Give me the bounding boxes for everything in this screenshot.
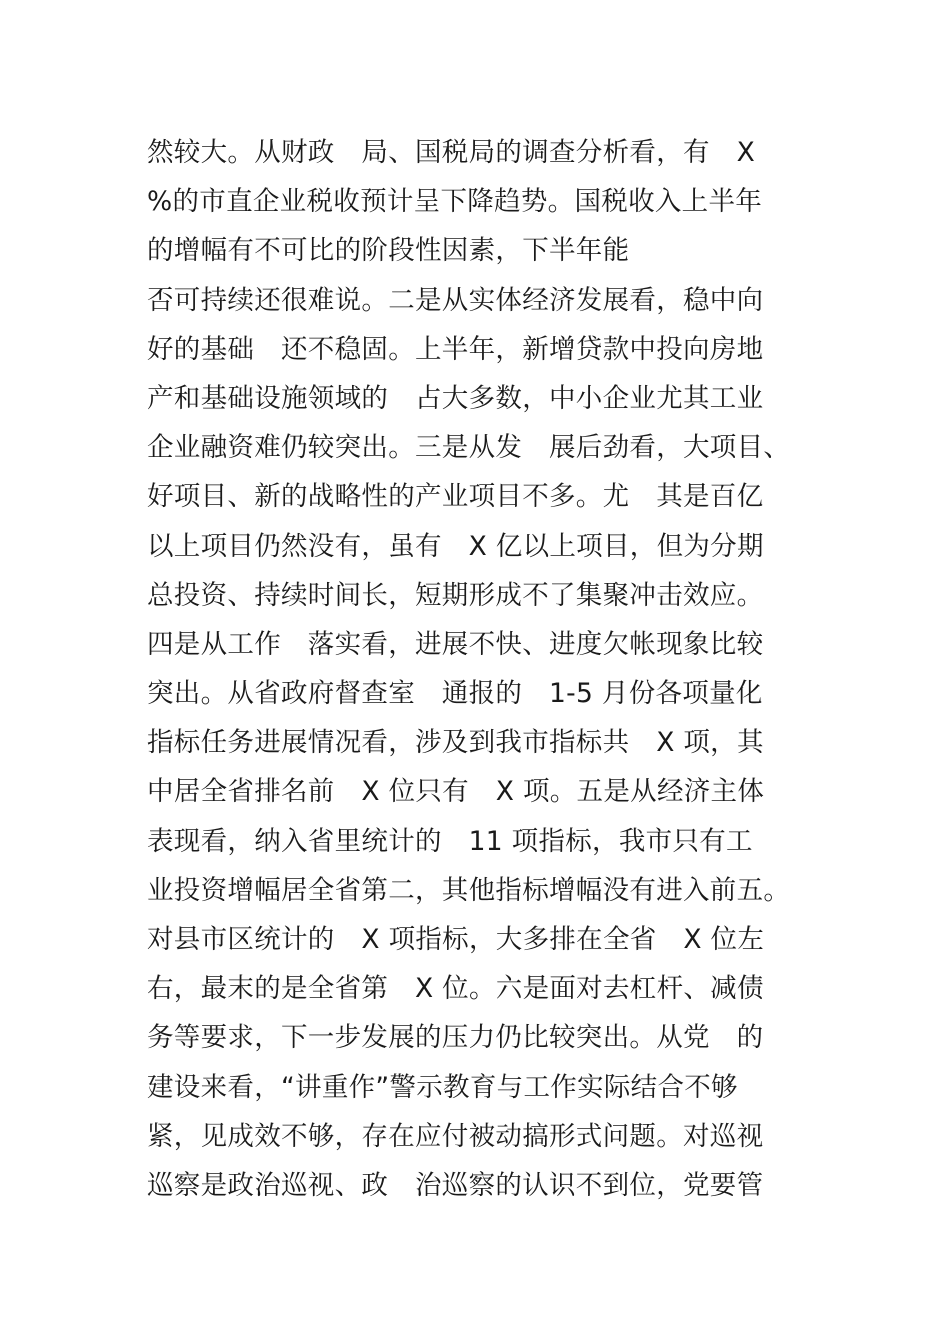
text-line-7: 企业融资难仍较突出。三是从发 展后劲看，大项目、 — [147, 432, 791, 464]
text-line-20: 建设来看，“讲重作”警示教育与工作实际结合不够 — [147, 1071, 738, 1103]
text-line-15: 表现看，纳入省里统计的 11 项指标，我市只有工 — [147, 825, 753, 857]
text-line-6: 产和基础设施领域的 占大多数，中小企业尤其工业 — [147, 382, 764, 414]
text-line-1: 然较大。从财政 局、国税局的调查分析看，有 X — [147, 137, 756, 168]
text-line-16: 业投资增幅居全省第二，其他指标增幅没有进入前五。 — [147, 874, 791, 906]
text-line-3: 的增幅有不可比的阶段性因素，下半年能 — [147, 235, 630, 267]
text-line-5: 好的基础 还不稳固。上半年，新增贷款中投向房地 — [147, 333, 764, 365]
body-text — [147, 128, 847, 1210]
text-line-9: 以上项目仍然没有，虽有 X 亿以上项目，但为分期 — [147, 530, 764, 562]
text-line-8: 好项目、新的战略性的产业项目不多。尤 其是百亿 — [147, 481, 764, 513]
text-line-21: 紧，见成效不够，存在应付被动搞形式问题。对巡视 — [147, 1120, 764, 1152]
text-line-18: 右，最末的是全省第 X 位。六是面对去杠杆、减债 — [147, 973, 764, 1005]
text-line-10: 总投资、持续时间长，短期形成不了集聚冲击效应。 — [147, 579, 764, 611]
text-line-11: 四是从工作 落实看，进展不快、进度欠帐现象比较 — [147, 628, 764, 660]
text-line-19: 务等要求，下一步发展的压力仍比较突出。从党 的 — [147, 1022, 764, 1054]
text-line-13: 指标任务进展情况看，涉及到我市指标共 X 项，其 — [147, 727, 764, 759]
text-line-2: %的市直企业税收预计呈下降趋势。国税收入上半年 — [147, 186, 763, 218]
text-line-14: 中居全省排名前 X 位只有 X 项。五是从经济主体 — [147, 776, 765, 808]
text-line-17: 对县市区统计的 X 项指标，大多排在全省 X 位左 — [147, 924, 765, 955]
text-line-12: 突出。从省政府督查室 通报的 1-5 月份各项量化 — [147, 678, 763, 710]
text-line-4: 否可持续还很难说。二是从实体经济发展看，稳中向 — [147, 284, 764, 316]
text-line-22: 巡察是政治巡视、政 治巡察的认识不到位，党要管 — [147, 1169, 764, 1201]
